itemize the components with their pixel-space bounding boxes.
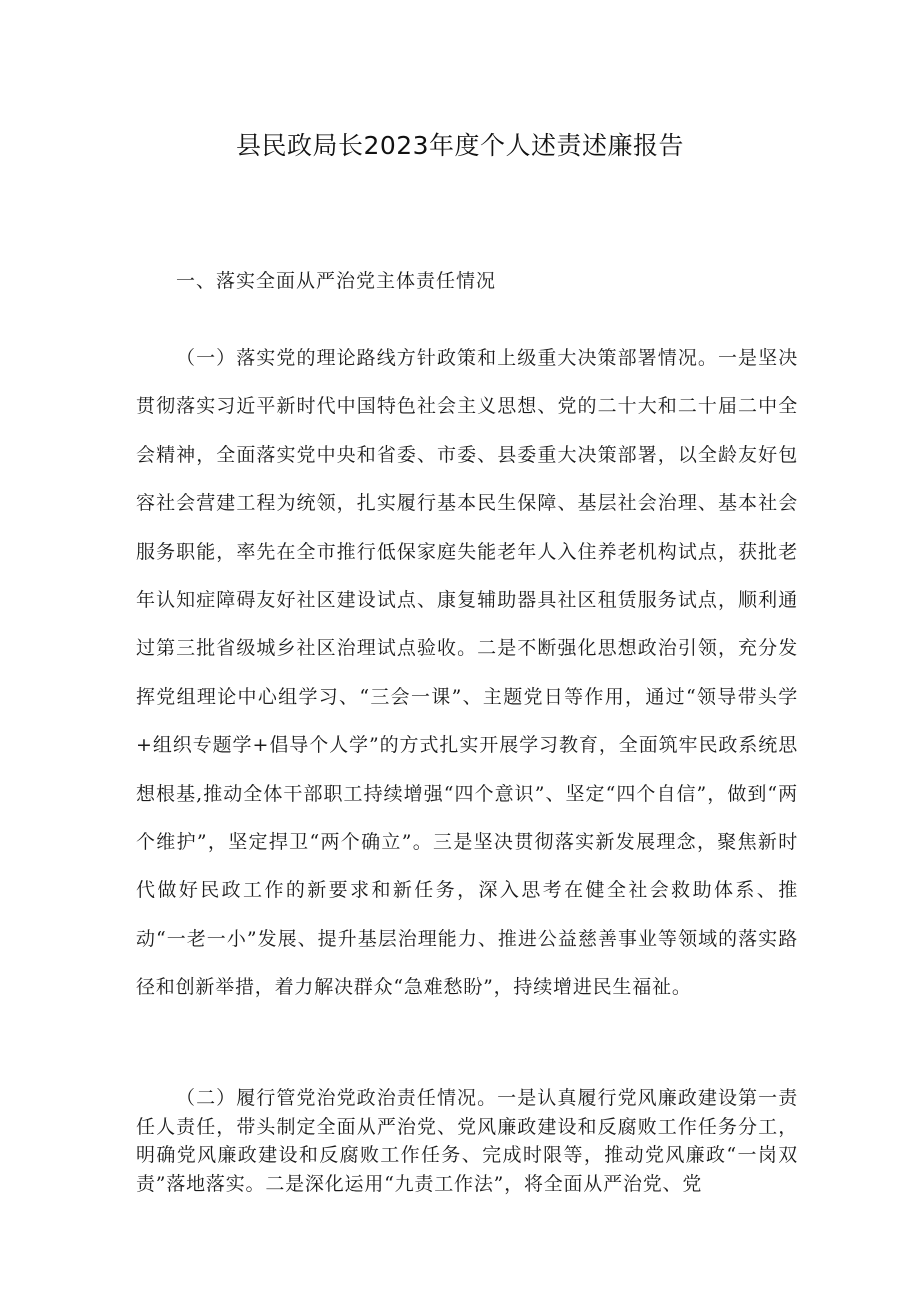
document-title: 县民政局长2023年度个人述责述廉报告 [235,131,685,160]
paragraph-1: （一）落实党的理论路线方针政策和上级重大决策部署情况。一是坚决贯彻落实习近平新时代中国特色社会主义思想、党的二十大和二十届二中全会精神，全面落实党中央和省委、市委、县委重大决策部署，以全龄友好包容社会营建工程为统领，扎实履行基本民生保障、基层社会治理、基本社会服务职能，率先在全市推行低保家庭失能老年人入住养老机构试点，获批老年认知症障碍友好社区建设试点、康复辅助器具社区租赁服务试点，顺利通过第三批省级城乡社区治理试点验收。二是不断强化思想政治引领，充分发挥党组理论中心组学习、“三会一课”、主题党日等作用，通过“领导带头学+组织专题学+倡导个人学”的方式扎实开展学习教育，全面筑牢民政系统思想根基,推动全体干部职工持续增强“四个意识”、坚定“四个自信”，做到“两个维护”，坚定捍卫“两个确立”。三是坚决贯彻落实新发展理念，聚焦新时代做好民政工作的新要求和新任务，深入思考在健全社会救助体系、推动“一老一小”发展、提升基层治理能力、推进公益慈善事业等领域的落实路径和创新举措，着力解决群众“急难愁盼”，持续增进民生福祉。 [136,347,798,999]
section-heading: 一、落实全面从严治党主体责任情况 [176,270,497,292]
paragraph-2: （二）履行管党治党政治责任情况。一是认真履行党风廉政建设第一责任人责任，带头制定全面从严治党、党风廉政建设和反腐败工作任务分工，明确党风廉政建设和反腐败工作任务、完成时限等，推动党风廉政“一岗双责”落地落实。二是深化运用“九责工作法”，将全面从严治党、党 [136,1087,798,1195]
